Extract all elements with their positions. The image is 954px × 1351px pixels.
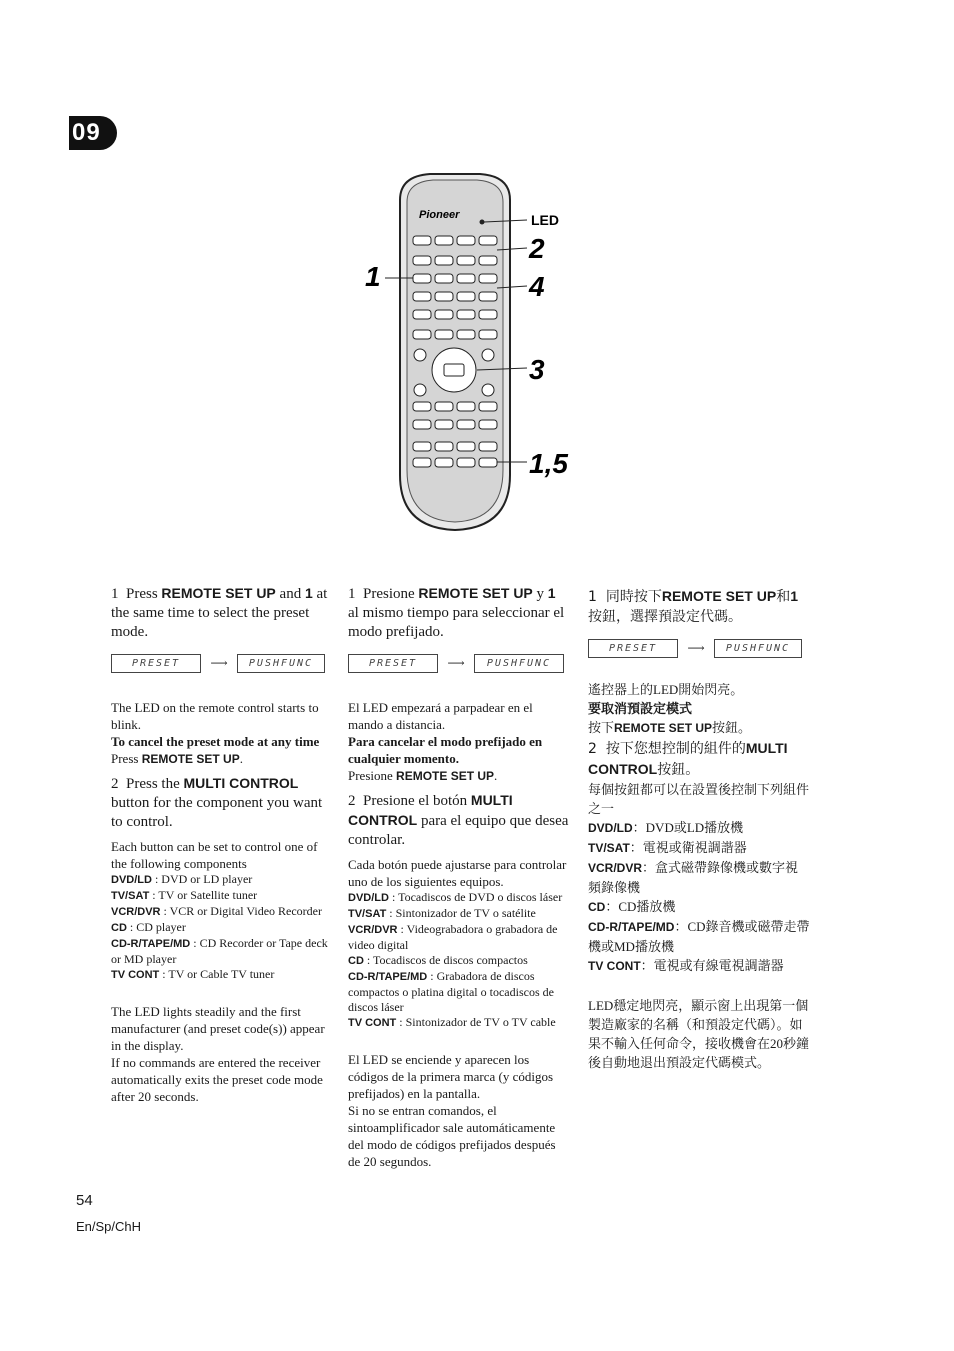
ch-cancel: 按下REMOTE SET UP按鈕。 — [588, 720, 752, 735]
en-cancel: Press REMOTE SET UP. — [111, 751, 243, 766]
display-pushfunc: PUSHFUNC — [474, 654, 564, 673]
column-english — [111, 584, 333, 1105]
sp-display-sequence — [348, 654, 570, 673]
en-step2: 2 Press the MULTI CONTROL button for the component you want to control. — [111, 775, 323, 830]
callout-2: 2 — [529, 233, 545, 264]
list-item: CD：CD播放機 — [588, 899, 676, 914]
arrow-icon: ⟶ — [447, 656, 465, 670]
ch-final: LED穩定地閃亮，顯示窗上出現第一個製造廠家的名稱（和預設定代碼）。如果不輸入任何命令，接收機會在20秒鐘後自動地退出預設定代碼模式。 — [588, 998, 810, 1070]
sp-final2: Si no se entran comandos, el sintoamplificador sale automáticamente del modo de códigos prefijados después de 20 segundos. — [348, 1103, 556, 1169]
list-item: TV/SAT : TV or Satellite tuner — [111, 888, 258, 902]
ch-component-list — [588, 818, 810, 976]
page-number: 54 — [76, 1192, 93, 1209]
language-code: En/Sp/ChH — [76, 1219, 142, 1234]
column-chinese — [588, 586, 810, 1072]
callout-3: 3 — [529, 354, 545, 385]
list-item: CD : Tocadiscos de discos compactos — [348, 953, 528, 967]
led-indicator — [480, 220, 485, 225]
list-item: CD-R/TAPE/MD：CD錄音機或磁帶走帶機或MD播放機 — [588, 919, 810, 954]
callout-1: 1 — [365, 261, 381, 292]
en-cancel-head: To cancel the preset mode at any time — [111, 734, 320, 749]
display-preset: PRESET — [348, 654, 438, 673]
brand-logo: Pioneer — [419, 209, 460, 221]
display-preset: PRESET — [588, 639, 678, 658]
en-each: Each button can be set to control one of the following components — [111, 839, 318, 871]
list-item: CD-R/TAPE/MD : CD Recorder or Tape deck or MD player — [111, 936, 328, 966]
list-item: CD : CD player — [111, 920, 186, 934]
list-item: VCR/DVR：盒式磁帶錄像機或數字視頻錄像機 — [588, 860, 799, 895]
arrow-icon: ⟶ — [210, 656, 228, 670]
ch-led-blink: 遙控器上的LED開始閃亮。 — [588, 682, 744, 697]
sp-cancel-head: Para cancelar el modo prefijado en cualquier momento. — [348, 734, 543, 766]
list-item: TV/SAT : Sintonizador de TV o satélite — [348, 906, 536, 920]
en-component-list — [111, 872, 333, 983]
led-label: LED — [531, 212, 559, 228]
remote-control-figure — [355, 170, 585, 535]
sp-component-list — [348, 890, 570, 1031]
display-pushfunc: PUSHFUNC — [714, 639, 802, 658]
ch-step1: 1 同時按下REMOTE SET UP和1按鈕，選擇預設定代碼。 — [588, 588, 798, 625]
sp-cancel: Presione REMOTE SET UP. — [348, 768, 498, 783]
list-item: TV CONT : TV or Cable TV tuner — [111, 967, 275, 981]
callout-4: 4 — [529, 271, 545, 302]
sp-step1: 1 Presione REMOTE SET UP y 1 al mismo tiempo para seleccionar el modo prefijado. — [348, 585, 565, 640]
en-final2: If no commands are entered the receiver automatically exits the preset code mode after 20 seconds. — [111, 1055, 323, 1104]
list-item: CD-R/TAPE/MD : Grabadora de discos compactos o platina digital o tocadiscos de discos láser — [348, 969, 554, 1014]
sp-final: El LED se enciende y aparecen los códigos de la primera marca (y códigos prefijados) en la pantalla. — [348, 1052, 554, 1101]
ch-display-sequence — [588, 639, 810, 658]
list-item: TV CONT : Sintonizador de TV o TV cable — [348, 1015, 556, 1029]
ch-each: 每個按鈕都可以在設置後控制下列組件之一 — [588, 782, 810, 816]
list-item: DVD/LD : DVD or LD player — [111, 872, 253, 886]
en-final: The LED lights steadily and the first manufacturer (and preset code(s)) appear in the display. — [111, 1004, 325, 1053]
en-display-sequence — [111, 654, 333, 673]
sp-each: Cada botón puede ajustarse para controlar uno de los siguientes equipos. — [348, 857, 567, 889]
arrow-icon: ⟶ — [687, 641, 705, 655]
sp-led-blink: El LED empezará a parpadear en el mando a distancia. — [348, 700, 533, 732]
en-step1: 1 Press REMOTE SET UP and 1 at the same time to select the preset mode. — [111, 585, 328, 640]
sp-step2: 2 Presione el botón MULTI CONTROL para el equipo que desea controlar. — [348, 792, 569, 848]
ch-cancel-head: 要取消預設定模式 — [588, 701, 693, 716]
chapter-badge: 09 — [69, 116, 117, 150]
column-spanish — [348, 584, 570, 1170]
callout-1-5: 1,5 — [529, 448, 568, 479]
display-pushfunc: PUSHFUNC — [237, 654, 325, 673]
list-item: VCR/DVR : VCR or Digital Video Recorder — [111, 904, 322, 918]
display-preset: PRESET — [111, 654, 201, 673]
list-item: VCR/DVR : Videograbadora o grabadora de video digital — [348, 922, 558, 952]
list-item: DVD/LD：DVD或LD播放機 — [588, 820, 744, 835]
en-led-blink: The LED on the remote control starts to blink. — [111, 700, 319, 732]
ch-step2: 2 按下您想控制的組件的MULTI CONTROL按鈕。 — [588, 740, 788, 778]
list-item: TV/SAT：電視或衛視調諧器 — [588, 840, 747, 855]
list-item: TV CONT：電視或有線電視調諧器 — [588, 958, 784, 973]
list-item: DVD/LD : Tocadiscos de DVD o discos láser — [348, 890, 563, 904]
